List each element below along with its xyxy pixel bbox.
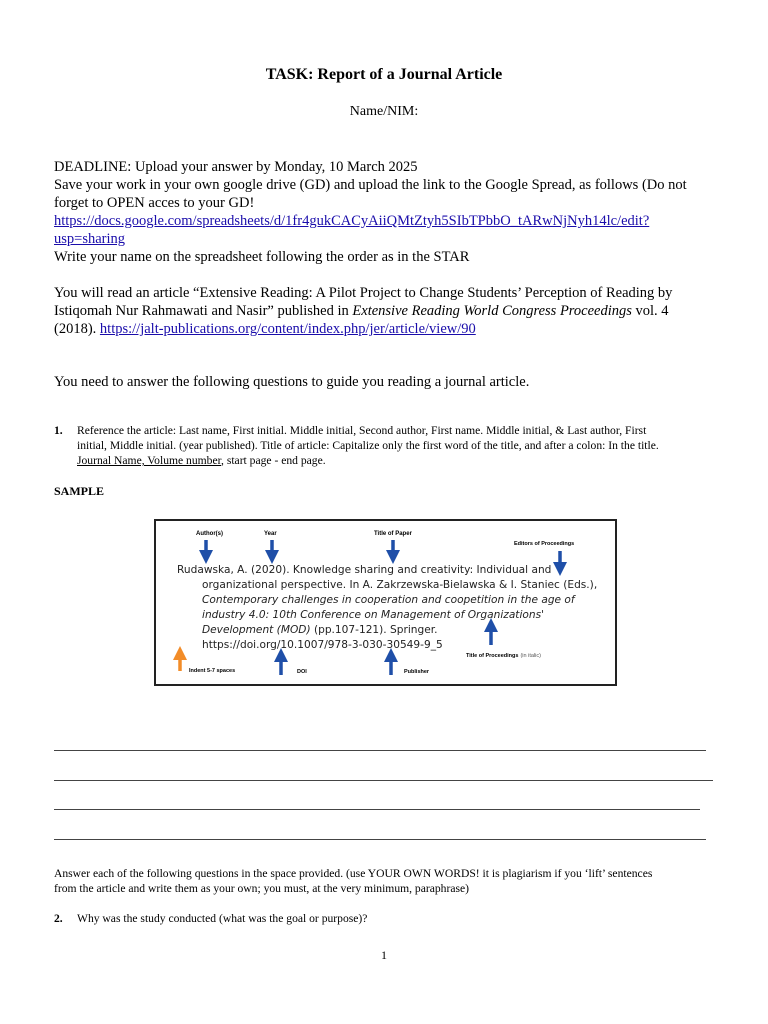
- citation-italic-part: Development (MOD): [202, 624, 311, 636]
- indent-label: Indent 5-7 spaces: [189, 668, 236, 674]
- publisher-label: Publisher: [404, 669, 430, 675]
- instruction-line: Save your work in your own google drive (GD) and upload the link to the Google Spread, as follows (Do not: [54, 177, 687, 193]
- spreadsheet-link[interactable]: https://docs.google.com/spreadsheets/d/1fr4gukCACyAiiQMtZtyh5SIbTPbbO_tARwNjNyh14lc/edit?: [54, 213, 650, 229]
- title-of-proceedings-label: [466, 653, 541, 659]
- in-italic-note: (in italic): [520, 653, 541, 659]
- volume-text: vol. 4: [631, 303, 669, 319]
- question-2-number: 2.: [54, 912, 63, 925]
- page-number: 1: [381, 948, 387, 962]
- instruction-line: from the article and write them as your own; you must, at the very minimum, paraphrase): [54, 882, 470, 895]
- deadline-section: [54, 158, 726, 266]
- citation-line: [202, 624, 438, 636]
- article-line: [54, 302, 726, 320]
- article-section: [54, 284, 726, 338]
- instruction-line: Answer each of the following questions in the space provided. (use YOUR OWN WORDS! it is plagiarism if you ‘lift’ sentences: [54, 867, 653, 880]
- title-of-paper-label: Title of Paper: [374, 531, 412, 537]
- article-link[interactable]: https://jalt-publications.org/content/index.php/jer/article/view/90: [99, 321, 476, 337]
- article-line: [54, 320, 726, 338]
- citation-rest-part: (pp.107-121). Springer.: [310, 624, 438, 636]
- question-1-line: [77, 453, 727, 468]
- citation-line: Rudawska, A. (2020). Knowledge sharing and creativity: Individual and: [177, 564, 552, 576]
- sample-citation-figure: [154, 519, 617, 686]
- doi-label: DOI: [297, 669, 307, 675]
- answer-instructions: [54, 866, 734, 896]
- page-title: TASK: Report of a Journal Article: [265, 66, 503, 83]
- citation-doi-line: https://doi.org/10.1007/978-3-030-30549-9_5: [202, 639, 443, 651]
- question-1-line: Reference the article: Last name, First initial. Middle initial, Second author, First name. Middle initial, & Last author, First: [77, 424, 647, 437]
- question-1-line: initial, Middle initial. (year published). Title of article: Capitalize only the first word of the title, and after a colon: In the title.: [77, 439, 659, 452]
- answer-line[interactable]: [54, 750, 706, 751]
- citation-diagram: [156, 521, 615, 684]
- authors-label: Author(s): [196, 531, 223, 537]
- citation-line: organizational perspective. In A. Zakrzewska-Bielawska & I. Staniec (Eds.),: [202, 579, 598, 591]
- deadline-line: DEADLINE: Upload your answer by Monday, 10 March 2025: [54, 159, 418, 175]
- year-label: Year: [264, 531, 277, 537]
- instruction-line: Write your name on the spreadsheet following the order as in the STAR: [54, 249, 470, 265]
- name-nim-label: Name/NIM:: [349, 104, 419, 119]
- journal-name-underlined: Journal Name, Volume number: [77, 454, 222, 467]
- question-1-text: [77, 423, 727, 468]
- question-1-number: 1.: [54, 424, 63, 437]
- article-authors-text: Istiqomah Nur Rahmawati and Nasir” published in: [54, 303, 353, 319]
- answer-line[interactable]: [54, 839, 706, 840]
- citation-line: industry 4.0: 10th Conference on Management of Organizations': [202, 609, 545, 621]
- answer-line[interactable]: [54, 780, 713, 781]
- year-text: (2018).: [54, 321, 100, 337]
- question-2-text: Why was the study conducted (what was the goal or purpose)?: [77, 912, 368, 925]
- sample-label: SAMPLE: [54, 484, 105, 498]
- page-range-text: , start page - end page.: [221, 454, 326, 467]
- editors-label: Editors of Proceedings: [514, 541, 575, 547]
- citation-line: Contemporary challenges in cooperation and coopetition in the age of: [202, 594, 575, 606]
- instruction-line: forget to OPEN acces to your GD!: [54, 195, 255, 211]
- spreadsheet-link-cont[interactable]: usp=sharing: [54, 231, 126, 247]
- intro-text: You need to answer the following questions to guide you reading a journal article.: [54, 374, 530, 390]
- article-line: You will read an article “Extensive Reading: A Pilot Project to Change Students’ Perception of Reading by: [54, 285, 673, 301]
- answer-line[interactable]: [54, 809, 700, 810]
- title-of-proceedings-text: Title of Proceedings: [466, 653, 519, 659]
- proceedings-title: Extensive Reading World Congress Proceedings: [352, 303, 632, 319]
